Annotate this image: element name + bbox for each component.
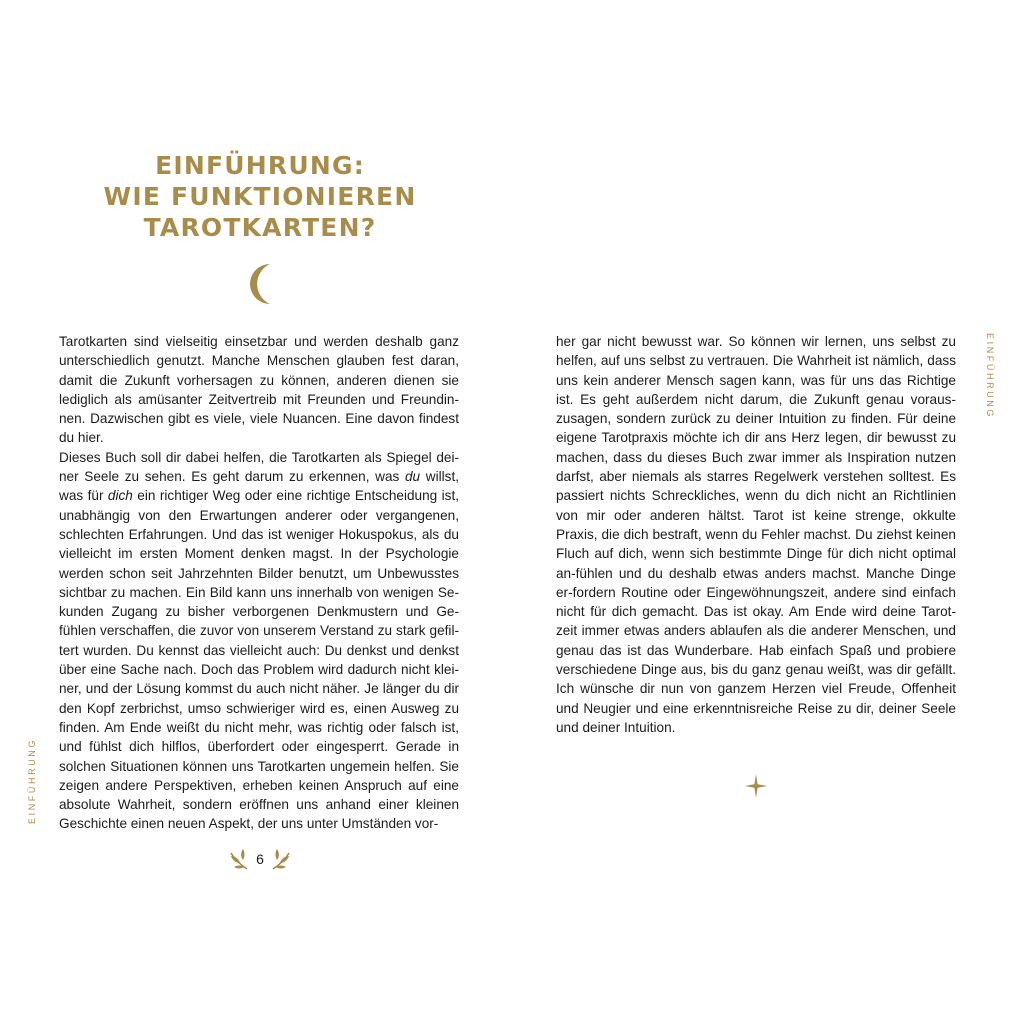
- running-head-left: EINFÜHRUNG: [27, 738, 37, 824]
- sparkle-star-icon: [745, 774, 767, 798]
- paragraph-text: ein richtiger Weg oder eine richtige Entscheidung ist, unabhängig von den Erwartungen anderer oder vergangenen, schlechten Erfahrungen. Und das ist weniger Hokuspokus, als du vielleicht im ersten Moment denken magst. In der Psychologie werden schon seit Jahrzehnten Bilder benutzt, um Unbewusstes sichtbar zu machen. Ein Bild kann uns innerhalb von wenigen Se-kunden Zugang zu bisher verborgenen Denkmustern und Ge-fühlen verschaffen, die zuvor von unserem Verstand zu stark gefil-tert wurden. Du kennst das vielleicht auch: Du denkst und denkst über eine Sache nach. Doch das Problem wird dadurch nicht klei-ner, und der Lösung kommst du auch nicht näher. Je länger du dir den Kopf zerbrichst, umso schwieriger wird es, einen Ausweg zu finden. Am Ende weißt du nicht mehr, was richtig oder falsch ist, und fühlst dich hilflos, überfordert oder eingesperrt. Gerade in solchen Situationen können uns Tarotkarten ungemein helfen. Sie zeigen andere Perspektiven, erheben keinen Anspruch auf eine absolute Wahrheit, sondern eröffnen uns anhand einer kleinen Geschichte einen neuen Aspekt, der uns unter Umständen vor-: [59, 488, 460, 832]
- paragraph-continuation: her gar nicht bewusst war. So können wir lernen, uns selbst zu helfen, auf uns selbst zu vertrauen. Die Wahrheit ist nämlich, dass uns kein anderer Mensch sagen kann, was für uns das Richtige ist. Es geht außerdem nicht darum, die Zukunft genau voraus-zusagen, sondern zurück zu deiner Intuition zu finden. Für deine eigene Tarotpraxis möchte ich dir ans Herz legen, dir bewusst zu machen, dass du dieses Buch zwar immer als Inspiration nutzen darfst, aber niemals als starres Regelwerk verstehen solltest. Es passiert nichts Schreckliches, wenn du dich nicht an Richtlinien von mir oder anderen hältst. Tarot ist keine strenge, okkulte Praxis, die dich bestraft, wenn du Fehler machst. Du ziehst keinen Fluch auf dich, wenn sich bestimmte Dinge für dich nicht optimal an-fühlen und du deshalb etwas anders machst. Manche Dinge er-fordern Routine oder Eingewöhnungszeit, andere sind einfach nicht für dich gemacht. Das ist okay. Am Ende wird deine Tarot-zeit immer etwas anders ablaufen als die anderer Menschen, und genau das ist das Wunderbare. Hab einfach Spaß und probiere verschiedene Dinge aus, bis du ganz genau weißt, was dir gefällt. Ich wünsche dir nun von ganzem Herzen viel Freude, Offenheit und Neugier und eine erkenntnisreiche Reise zu dir, deiner Seele und deiner Intuition.: [556, 334, 956, 735]
- right-text-column: [556, 332, 956, 737]
- left-text-column: [59, 332, 459, 834]
- laurel-leaf-icon: [228, 848, 250, 872]
- paragraph-intro: Tarotkarten sind vielseitig einsetzbar und werden deshalb ganz unterschiedlich genutzt. Manche Menschen glauben fest daran, damit die Zukunft vorhersagen zu können, anderen dienen sie lediglich als amüsanter Zeitvertreib mit Freunden und Freundin-nen. Dazwischen gibt es viele, viele Nuancen. Eine davon findest du hier.: [59, 334, 459, 446]
- chapter-title-line-1: EINFÜHRUNG:: [155, 151, 365, 180]
- chapter-title: [90, 150, 430, 243]
- chapter-title-line-3: TAROTKARTEN?: [143, 213, 377, 242]
- laurel-leaf-icon: [270, 848, 292, 872]
- page-folio: [228, 846, 292, 874]
- paragraph-text: willst, was für: [59, 469, 459, 504]
- page-number: 6: [256, 851, 264, 867]
- crescent-moon-icon: [244, 262, 276, 306]
- paragraph-mirror: [59, 448, 459, 834]
- paragraph-text: Dieses Buch soll dir dabei helfen, die Tarotkarten als Spiegel dei-ner Seele zu sehen. Es geht darum zu erkennen, was: [59, 449, 459, 485]
- emphasis-dich: dich: [107, 488, 133, 504]
- chapter-title-line-2: WIE FUNKTIONIEREN: [103, 182, 417, 211]
- emphasis-du: du: [404, 469, 421, 485]
- running-head-right: EINFÜHRUNG: [985, 333, 995, 419]
